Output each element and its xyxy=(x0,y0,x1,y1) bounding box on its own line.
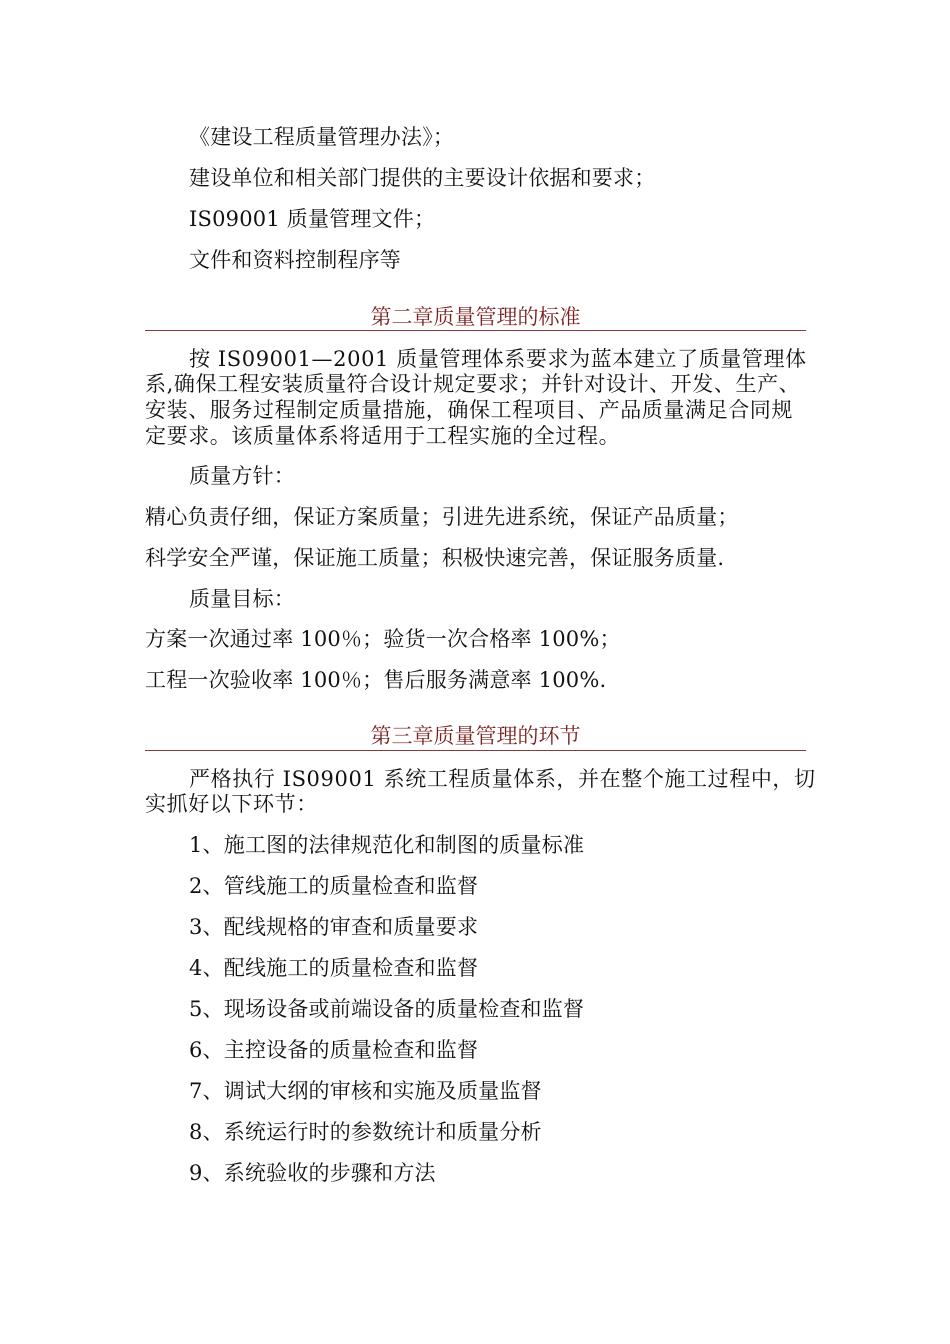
reference-item: IS09001 质量管理文件； xyxy=(189,207,436,231)
list-item: 5、现场设备或前端设备的质量检查和监督 xyxy=(189,997,585,1021)
chapter3-heading: 第三章质量管理的环节 xyxy=(370,724,581,748)
quality-goal-line: 工程一次验收率 100％；售后服务满意率 100%. xyxy=(145,668,607,692)
chapter3-intro-line: 实抓好以下环节： xyxy=(145,792,318,816)
list-item: 1、施工图的法律规范化和制图的质量标准 xyxy=(189,833,585,857)
list-item: 4、配线施工的质量检查和监督 xyxy=(189,956,479,980)
list-item: 3、配线规格的审查和质量要求 xyxy=(189,915,479,939)
list-item: 6、主控设备的质量检查和监督 xyxy=(189,1038,479,1062)
quality-policy-line: 科学安全严谨，保证施工质量；积极快速完善，保证服务质量. xyxy=(145,546,725,570)
reference-item: 文件和资料控制程序等 xyxy=(189,248,401,272)
chapter2-heading-rule xyxy=(145,330,806,331)
chapter2-heading: 第二章质量管理的标准 xyxy=(370,305,581,329)
chapter2-intro-line: 安装、服务过程制定质量措施，确保工程项目、产品质量满足合同规 xyxy=(145,398,793,422)
list-item: 2、管线施工的质量检查和监督 xyxy=(189,874,479,898)
reference-item: 建设单位和相关部门提供的主要设计依据和要求； xyxy=(189,166,656,190)
list-item: 8、系统运行时的参数统计和质量分析 xyxy=(189,1120,542,1144)
chapter3-intro-line: 严格执行 IS09001 系统工程质量体系，并在整个施工过程中，切 xyxy=(189,767,816,791)
list-item: 9、系统验收的步骤和方法 xyxy=(189,1161,436,1185)
quality-goal-label: 质量目标： xyxy=(189,587,295,611)
chapter2-intro-line: 系,确保工程安装质量符合设计规定要求；并针对设计、开发、生产、 xyxy=(145,372,801,396)
chapter3-heading-rule xyxy=(145,750,806,751)
quality-policy-label: 质量方针： xyxy=(189,464,295,488)
chapter2-intro-line: 定要求。该质量体系将适用于工程实施的全过程。 xyxy=(145,424,621,448)
quality-goal-line: 方案一次通过率 100％；验货一次合格率 100%； xyxy=(145,627,621,651)
quality-policy-line: 精心负责仔细，保证方案质量；引进先进系统，保证产品质量； xyxy=(145,505,739,529)
chapter2-intro-line: 按 IS09001—2001 质量管理体系要求为蓝本建立了质量管理体 xyxy=(189,347,807,371)
reference-item: 《建设工程质量管理办法》； xyxy=(189,125,455,149)
list-item: 7、调试大纲的审核和实施及质量监督 xyxy=(189,1079,542,1103)
